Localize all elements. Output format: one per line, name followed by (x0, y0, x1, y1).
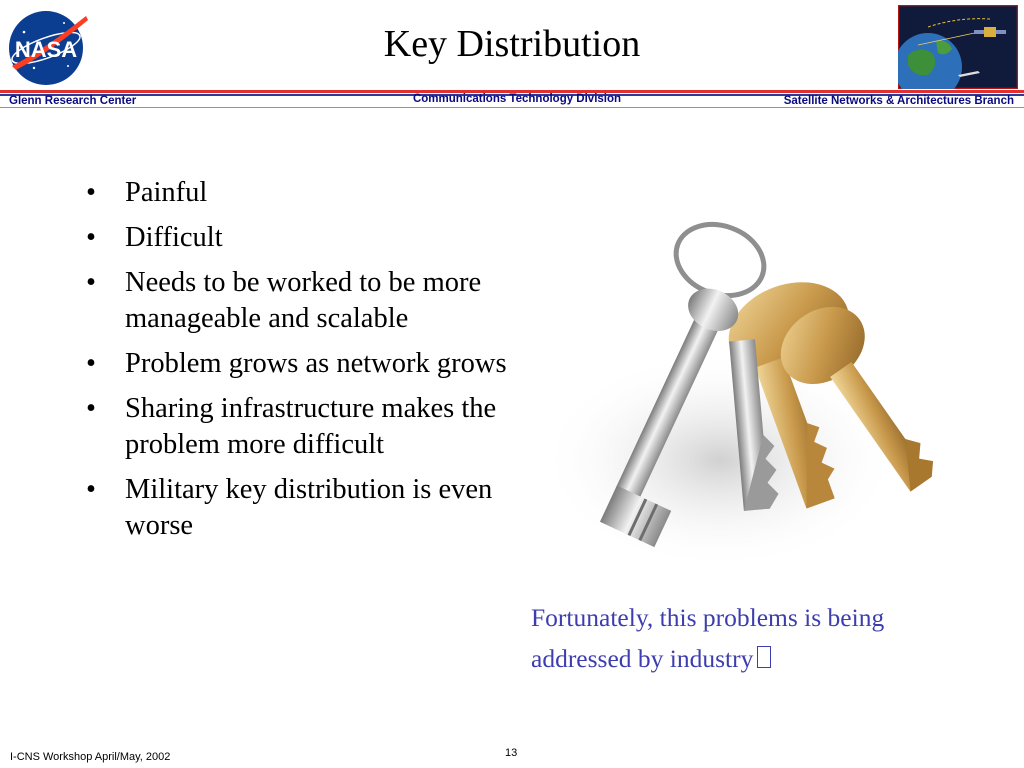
bullet-item (80, 346, 510, 382)
bullet-text: Difficult (125, 222, 223, 253)
bullet-dot: • (86, 222, 96, 253)
header-left-label: Glenn Research Center (9, 95, 137, 107)
page-number: 13 (505, 747, 518, 759)
keys-image (540, 200, 940, 580)
bullet-text: Needs to be worked to be more manageable and scalable (125, 267, 482, 334)
bullet-dot: • (86, 393, 96, 424)
bullet-dot: • (86, 474, 96, 505)
bullet-text: Problem grows as network grows (125, 348, 507, 379)
bullet-item (80, 472, 510, 544)
nasa-logo-text: NASA (14, 37, 78, 62)
bullet-text: Military key distribution is even worse (125, 474, 493, 541)
header-center-label: Communications Technology Division (412, 93, 622, 105)
smiley-placeholder-icon (757, 646, 771, 668)
bullet-list (80, 175, 510, 553)
bullet-item (80, 265, 510, 337)
bullet-dot: • (86, 177, 96, 208)
header-rule-thin (0, 107, 1024, 108)
bullet-dot: • (86, 348, 96, 379)
bullet-text: Sharing infrastructure makes the problem more difficult (125, 393, 497, 460)
header-right-label: Satellite Networks & Architectures Branch (783, 95, 1014, 107)
bullet-dot: • (86, 267, 96, 298)
caption-text (531, 597, 981, 679)
bullet-item (80, 391, 510, 463)
satellite-earth-image (898, 5, 1018, 89)
footer-left-text: I-CNS Workshop April/May, 2002 (10, 751, 171, 763)
bullet-text: Painful (125, 177, 208, 208)
page-title: Key Distribution (383, 23, 641, 65)
bullet-item (80, 220, 510, 256)
bullet-item (80, 175, 510, 211)
caption-label: Fortunately, this problems is being addressed by industry (531, 603, 885, 673)
